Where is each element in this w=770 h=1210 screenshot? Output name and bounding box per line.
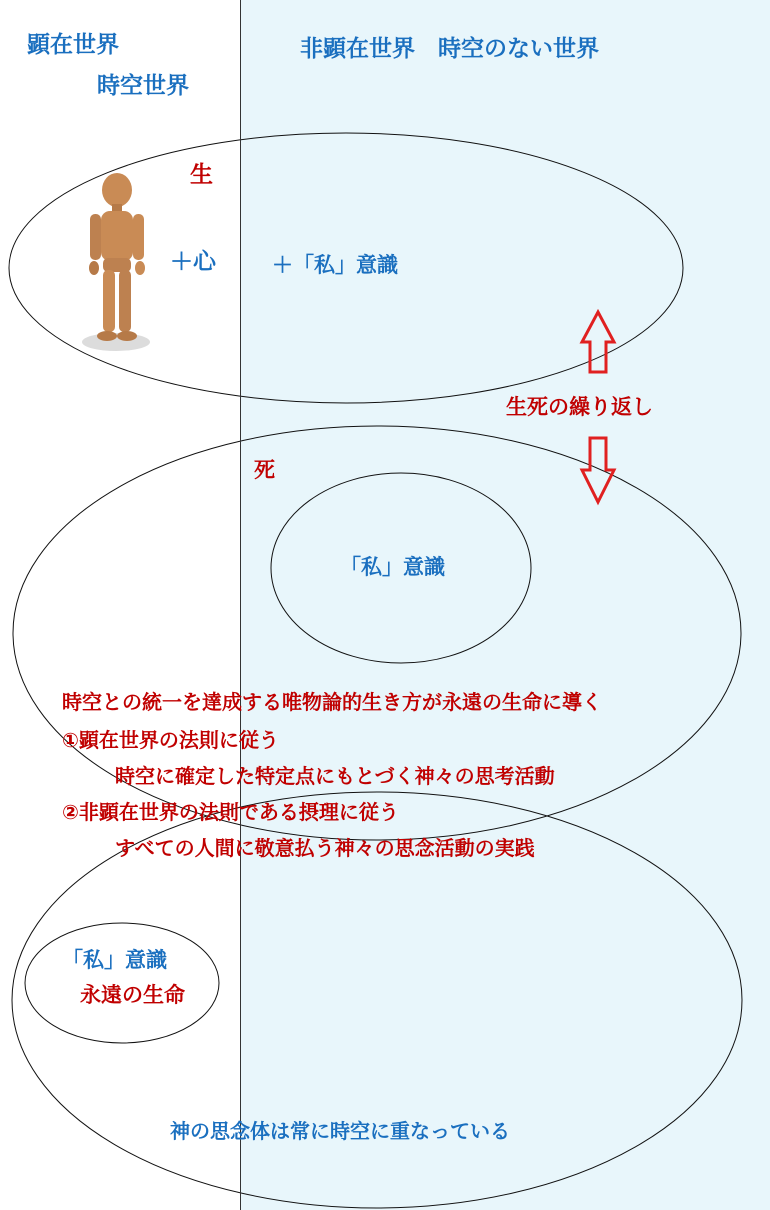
up-arrow-icon (582, 312, 614, 372)
plus-self-consciousness-label: ＋「私」意識 (272, 253, 398, 277)
god-thought-body-text: 神の思念体は常に時空に重なっている (170, 1119, 510, 1143)
rule-2-detail-text: すべての人間に敬意払う神々の思念活動の実践 (115, 836, 535, 860)
life-death-cycle-label: 生死の繰り返し (506, 395, 653, 419)
rule-1-text: ①顕在世界の法則に従う (62, 728, 279, 752)
spacetime-world-label: 時空世界 (97, 73, 189, 99)
life-label: 生 (190, 162, 213, 188)
death-label: 死 (254, 458, 275, 482)
plus-mind-label: ＋心 (170, 249, 216, 275)
eternal-life-label: 永遠の生命 (80, 983, 185, 1007)
wooden-figure-icon (82, 173, 150, 351)
self-consciousness-label: 「私」意識 (340, 555, 445, 579)
nonmanifest-world-label: 非顕在世界 時空のない世界 (300, 36, 599, 62)
eternal-self-consciousness-label: 「私」意識 (62, 948, 167, 972)
world-divider-line (240, 0, 241, 1210)
rule-1-detail-text: 時空に確定した特定点にもとづく神々の思考活動 (115, 764, 555, 788)
rule-2-text: ②非顕在世界の法則である摂理に従う (62, 800, 399, 824)
down-arrow-icon (582, 438, 614, 502)
manifest-world-label: 顕在世界 (27, 32, 119, 58)
teaching-main-text: 時空との統一を達成する唯物論的生き方が永遠の生命に導く (62, 690, 602, 714)
